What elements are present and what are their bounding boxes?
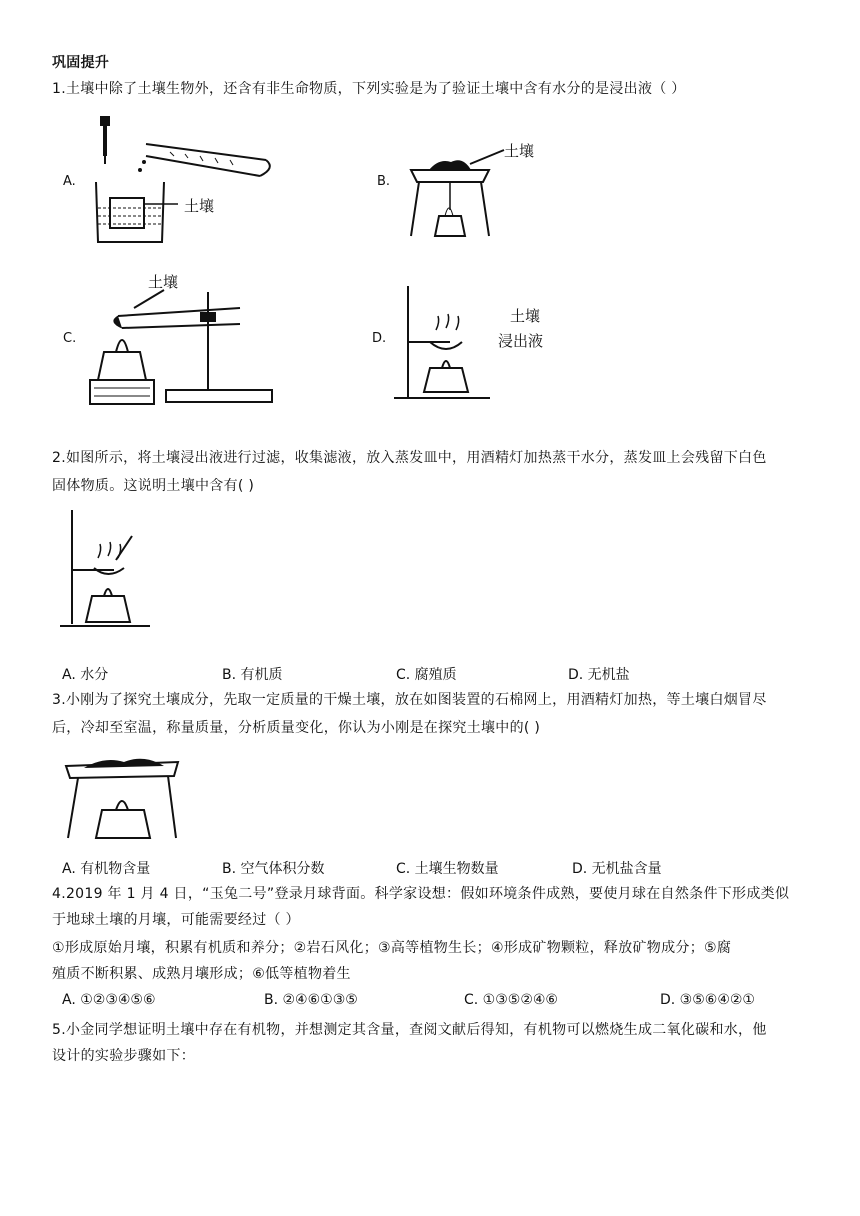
- q1-figure-a-text: 土壤: [184, 197, 215, 215]
- q4-choice-b[interactable]: B. ②④⑥①③⑤: [264, 992, 358, 1008]
- q3-figure: [64, 754, 184, 844]
- q1-figure-c: [90, 272, 275, 407]
- q1-figure-c-text: 土壤: [148, 273, 179, 291]
- q1-option-d-label: D.: [372, 331, 387, 346]
- q2-choice-a[interactable]: A. 水分: [62, 667, 109, 683]
- q2-figure: [58, 506, 158, 631]
- q1-figure-d-text-1: 土壤: [510, 307, 541, 325]
- q2-stem-line-1: 2.如图所示，将土壤浸出液进行过滤，收集滤液，放入蒸发皿中，用酒精灯加热蒸干水分，蒸发皿上会残留下白色: [52, 450, 767, 466]
- q1-option-a-label: A.: [63, 174, 76, 189]
- q3-choice-c[interactable]: C. 土壤生物数量: [396, 861, 499, 877]
- q3-stem-line-1: 3.小刚为了探究土壤成分，先取一定质量的干燥土壤，放在如图装置的石棉网上，用酒精灯加热，等土壤白烟冒尽: [52, 692, 767, 708]
- q5-stem-line-1: 5.小金同学想证明土壤中存在有机物，并想测定其含量，查阅文献后得知，有机物可以燃烧生成二氧化碳和水，他: [52, 1022, 767, 1038]
- q1-figure-d: [390, 282, 500, 404]
- q2-choice-b[interactable]: B. 有机质: [222, 667, 283, 683]
- q3-choice-b[interactable]: B. 空气体积分数: [222, 861, 325, 877]
- q2-choice-c[interactable]: C. 腐殖质: [396, 667, 457, 683]
- q1-figure-a: [90, 112, 280, 247]
- q1-option-c-label: C.: [63, 331, 77, 346]
- q4-stem-line-3: ①形成原始月壤，积累有机质和养分；②岩石风化；③高等植物生长；④形成矿物颗粒，释放矿物成分；⑤腐: [52, 940, 732, 956]
- q3-choice-d[interactable]: D. 无机盐含量: [572, 861, 662, 877]
- q2-choice-d[interactable]: D. 无机盐: [568, 667, 630, 683]
- q4-stem-line-1: 4.2019 年 1 月 4 日，“玉兔二号”登录月球背面。科学家设想：假如环境条件成熟，要使月球在自然条件下形成类似: [52, 886, 790, 902]
- q1-figure-d-text-2: 浸出液: [498, 332, 544, 350]
- q4-choice-a[interactable]: A. ①②③④⑤⑥: [62, 992, 156, 1008]
- q1-option-b-label: B.: [377, 174, 391, 189]
- q3-stem-line-2: 后，冷却至室温，称量质量，分析质量变化，你认为小刚是在探究土壤中的( ): [52, 720, 541, 736]
- q4-stem-line-4: 殖质不断积累、成熟月壤形成；⑥低等植物着生: [52, 966, 351, 982]
- q3-choice-a[interactable]: A. 有机物含量: [62, 861, 151, 877]
- section-title: 巩固提升: [52, 55, 110, 71]
- q4-stem-line-2: 于地球土壤的月壤，可能需要经过（ ）: [52, 912, 300, 928]
- q1-stem: 1.土壤中除了土壤生物外，还含有非生命物质，下列实验是为了验证土壤中含有水分的是浸出液（ ）: [52, 81, 686, 97]
- q1-figure-b-text: 土壤: [504, 142, 535, 160]
- q4-choice-d[interactable]: D. ③⑤⑥④②①: [660, 992, 755, 1008]
- q2-stem-line-2: 固体物质。这说明土壤中含有( ): [52, 478, 255, 494]
- q5-stem-line-2: 设计的实验步骤如下：: [52, 1048, 195, 1064]
- q4-choice-c[interactable]: C. ①③⑤②④⑥: [464, 992, 558, 1008]
